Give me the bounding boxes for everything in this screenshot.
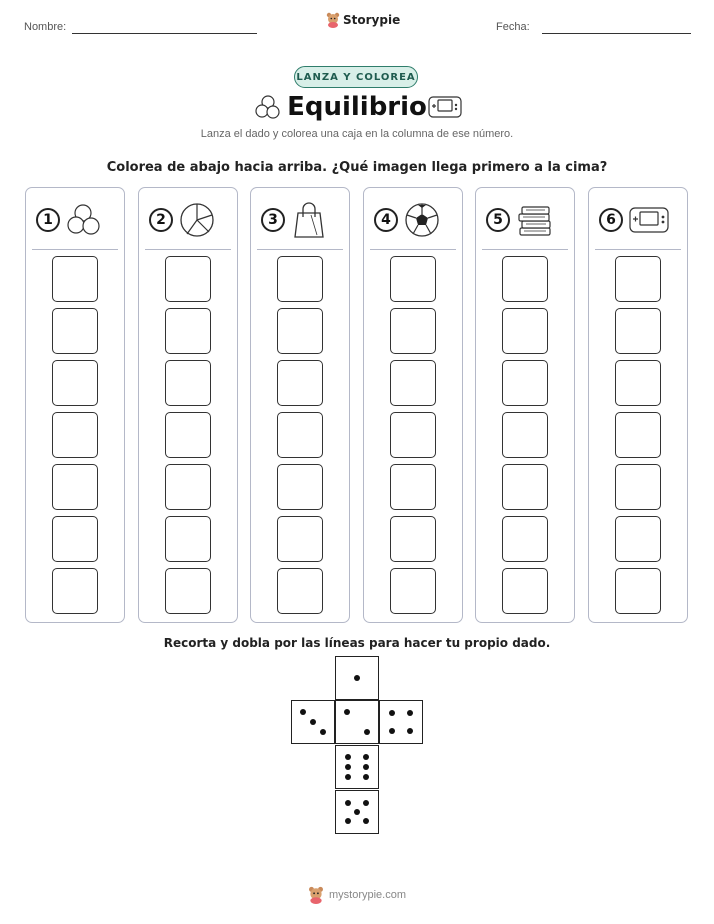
column-divider bbox=[32, 249, 118, 250]
die-face-1 bbox=[335, 656, 379, 700]
color-box[interactable] bbox=[165, 308, 211, 354]
color-box[interactable] bbox=[615, 412, 661, 458]
die-pip bbox=[363, 800, 369, 806]
color-box[interactable] bbox=[502, 308, 548, 354]
color-box[interactable] bbox=[52, 464, 98, 510]
color-box[interactable] bbox=[390, 412, 436, 458]
color-box[interactable] bbox=[390, 360, 436, 406]
color-box[interactable] bbox=[52, 568, 98, 614]
column-5 bbox=[475, 187, 575, 623]
die-pip bbox=[363, 774, 369, 780]
color-box[interactable] bbox=[165, 412, 211, 458]
column-number: 2 bbox=[149, 208, 173, 232]
dice-instruction: Recorta y dobla por las líneas para hacer tu propio dado. bbox=[163, 636, 551, 650]
color-box[interactable] bbox=[52, 516, 98, 562]
die-pip bbox=[345, 774, 351, 780]
color-box[interactable] bbox=[277, 308, 323, 354]
color-box[interactable] bbox=[615, 256, 661, 302]
subtitle: Lanza el dado y colorea una caja en la columna de ese número. bbox=[200, 128, 514, 140]
footer bbox=[308, 886, 406, 904]
column-divider bbox=[482, 249, 568, 250]
page-title: Equilibrio bbox=[287, 92, 427, 122]
die-pip bbox=[389, 710, 395, 716]
shopping-bag-icon bbox=[291, 201, 327, 239]
color-box[interactable] bbox=[502, 464, 548, 510]
die-pip bbox=[320, 729, 326, 735]
activity-badge: LANZA Y COLOREA bbox=[294, 66, 418, 88]
column-number: 1 bbox=[36, 208, 60, 232]
color-box[interactable] bbox=[502, 516, 548, 562]
color-box[interactable] bbox=[52, 308, 98, 354]
coloring-instruction: Colorea de abajo hacia arriba. ¿Qué imagen llega primero a la cima? bbox=[106, 160, 608, 175]
die-face-3 bbox=[291, 700, 335, 744]
die-pip bbox=[310, 719, 316, 725]
column-number: 6 bbox=[599, 208, 623, 232]
color-box[interactable] bbox=[502, 360, 548, 406]
column-number: 3 bbox=[261, 208, 285, 232]
column-6 bbox=[588, 187, 688, 623]
footer-url[interactable]: mystorypie.com bbox=[329, 889, 407, 901]
color-box[interactable] bbox=[52, 360, 98, 406]
color-box[interactable] bbox=[615, 516, 661, 562]
bear-mascot-icon bbox=[326, 12, 340, 28]
color-box[interactable] bbox=[390, 256, 436, 302]
column-2 bbox=[138, 187, 238, 623]
color-box[interactable] bbox=[390, 568, 436, 614]
die-face-4 bbox=[379, 700, 423, 744]
color-box[interactable] bbox=[390, 308, 436, 354]
die-face-6 bbox=[335, 745, 379, 789]
color-box[interactable] bbox=[277, 464, 323, 510]
color-box[interactable] bbox=[615, 464, 661, 510]
column-divider bbox=[257, 249, 343, 250]
die-face-2 bbox=[335, 700, 379, 744]
column-3 bbox=[250, 187, 350, 623]
color-box[interactable] bbox=[390, 516, 436, 562]
brand-name: Storypie bbox=[343, 13, 401, 27]
die-pip bbox=[300, 709, 306, 715]
date-label: Fecha: bbox=[496, 21, 530, 33]
color-box[interactable] bbox=[277, 412, 323, 458]
color-box[interactable] bbox=[615, 360, 661, 406]
dice-net bbox=[290, 656, 426, 836]
color-box[interactable] bbox=[165, 516, 211, 562]
column-divider bbox=[595, 249, 681, 250]
die-pip bbox=[345, 754, 351, 760]
column-number: 4 bbox=[374, 208, 398, 232]
die-pip bbox=[363, 818, 369, 824]
date-line[interactable] bbox=[542, 33, 691, 34]
die-pip bbox=[363, 764, 369, 770]
color-box[interactable] bbox=[165, 568, 211, 614]
color-box[interactable] bbox=[502, 412, 548, 458]
column-divider bbox=[370, 249, 456, 250]
color-box[interactable] bbox=[165, 256, 211, 302]
color-box[interactable] bbox=[165, 464, 211, 510]
column-4 bbox=[363, 187, 463, 623]
balls-icon bbox=[66, 203, 102, 237]
color-box[interactable] bbox=[277, 360, 323, 406]
die-pip bbox=[354, 675, 360, 681]
color-box[interactable] bbox=[165, 360, 211, 406]
color-box[interactable] bbox=[52, 256, 98, 302]
bear-mascot-icon bbox=[308, 886, 324, 904]
column-divider bbox=[145, 249, 231, 250]
die-pip bbox=[345, 764, 351, 770]
die-pip bbox=[407, 710, 413, 716]
soccer-ball-icon bbox=[404, 202, 440, 238]
color-box[interactable] bbox=[502, 568, 548, 614]
color-box[interactable] bbox=[52, 412, 98, 458]
books-icon bbox=[516, 202, 554, 238]
die-pip bbox=[364, 729, 370, 735]
column-1 bbox=[25, 187, 125, 623]
die-pip bbox=[344, 709, 350, 715]
die-face-5 bbox=[335, 790, 379, 834]
game-console-icon bbox=[629, 207, 669, 233]
pie-chart-icon bbox=[179, 202, 215, 238]
game-console-icon bbox=[428, 96, 462, 118]
die-pip bbox=[345, 800, 351, 806]
color-box[interactable] bbox=[615, 568, 661, 614]
color-box[interactable] bbox=[277, 568, 323, 614]
die-pip bbox=[345, 818, 351, 824]
column-number: 5 bbox=[486, 208, 510, 232]
die-pip bbox=[354, 809, 360, 815]
color-box[interactable] bbox=[615, 308, 661, 354]
color-box[interactable] bbox=[502, 256, 548, 302]
name-label: Nombre: bbox=[24, 21, 67, 33]
die-pip bbox=[389, 728, 395, 734]
color-box[interactable] bbox=[277, 516, 323, 562]
die-pip bbox=[363, 754, 369, 760]
brand-logo bbox=[326, 12, 400, 28]
color-box[interactable] bbox=[277, 256, 323, 302]
name-line[interactable] bbox=[72, 33, 257, 34]
color-box[interactable] bbox=[390, 464, 436, 510]
die-pip bbox=[407, 728, 413, 734]
